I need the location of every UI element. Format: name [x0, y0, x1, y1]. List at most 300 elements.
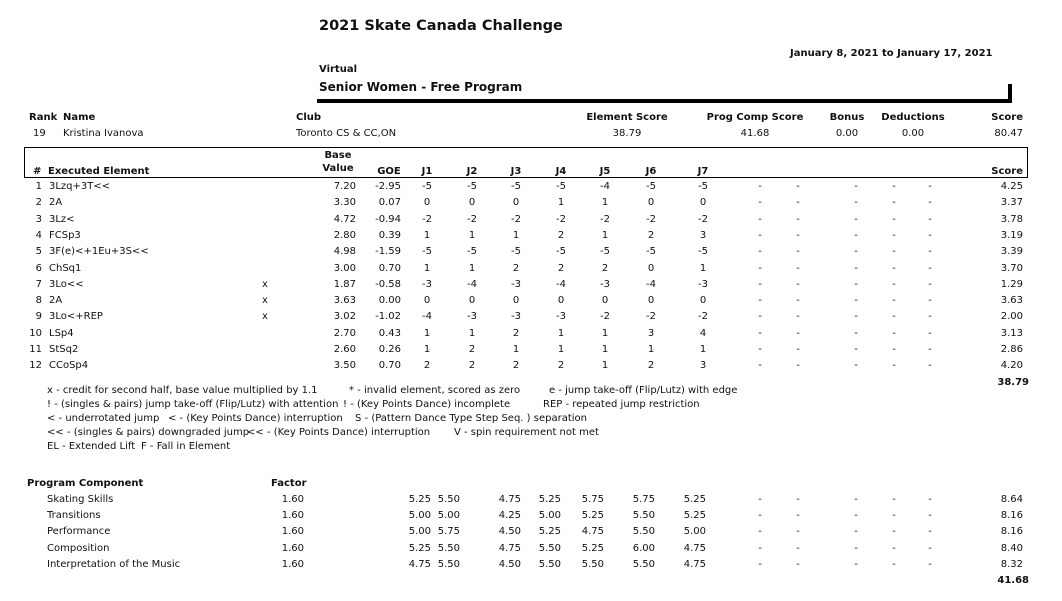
name-label: Name: [63, 112, 96, 123]
empty-judge-mark: -: [928, 197, 932, 209]
element-score: 3.78: [1000, 213, 1023, 225]
empty-judge-mark: -: [892, 197, 896, 209]
element-number: 2: [35, 197, 42, 209]
component-score: 8.64: [1000, 494, 1023, 505]
goe-value: 0.26: [378, 344, 401, 355]
component-score: 8.16: [1000, 526, 1023, 538]
judge-mark: 2: [512, 262, 520, 274]
element-code: 3F(e)<+1Eu+3S<<: [49, 246, 149, 258]
second-half-flag: x: [262, 311, 268, 323]
element-code: 2A: [49, 295, 63, 307]
judge-mark: 0: [601, 295, 609, 307]
element-score: 4.25: [1000, 181, 1023, 192]
judge-mark: -4: [646, 278, 656, 290]
event-title: 2021 Skate Canada Challenge: [319, 18, 563, 34]
empty-judge-mark: -: [928, 526, 932, 538]
base-value: 3.00: [333, 262, 356, 274]
judge-mark: 1: [512, 229, 520, 241]
judge-mark: -4: [600, 181, 610, 192]
component-judge-mark: 5.00: [408, 510, 431, 522]
empty-judge-mark: -: [758, 494, 762, 505]
judge-mark: -3: [511, 311, 521, 323]
empty-judge-mark: -: [758, 278, 762, 290]
empty-judge-mark: -: [892, 295, 896, 307]
base-value-header-1: Base: [324, 150, 352, 161]
judge-mark: 1: [601, 229, 609, 241]
base-value: 3.63: [333, 295, 356, 307]
judge-mark: -2: [422, 213, 432, 225]
component-factor: 1.60: [281, 542, 304, 554]
judge-mark: -5: [600, 246, 610, 258]
judge-mark: 0: [647, 295, 655, 307]
empty-judge-mark: -: [854, 494, 858, 505]
empty-judge-mark: -: [854, 246, 858, 258]
empty-judge-mark: -: [928, 327, 932, 339]
judge-header-2: J2: [466, 166, 478, 177]
program-component-header: Program Component: [27, 478, 144, 489]
empty-judge-mark: -: [796, 213, 800, 225]
judge-mark: -5: [646, 181, 656, 192]
goe-header: GOE: [377, 166, 401, 177]
component-factor: 1.60: [281, 494, 304, 505]
element-number: 1: [35, 181, 42, 192]
component-judge-mark: 5.25: [408, 494, 431, 505]
judge-mark: -2: [698, 213, 708, 225]
element-number: 10: [29, 327, 42, 339]
skater-club: Toronto CS & CC,ON: [296, 128, 397, 139]
base-value: 4.98: [333, 246, 356, 258]
legend-item: x - credit for second half, base value multiplied by 1.1: [47, 385, 318, 396]
judge-mark: 0: [512, 197, 520, 209]
judge-mark: 2: [557, 360, 565, 372]
component-judge-mark: 5.00: [538, 510, 561, 522]
component-judge-mark: 5.50: [632, 510, 655, 522]
judge-mark: -2: [600, 213, 610, 225]
legend-item: F - Fall in Element: [141, 441, 231, 452]
empty-judge-mark: -: [796, 311, 800, 323]
base-value: 4.72: [333, 213, 356, 225]
judge-mark: -4: [556, 278, 566, 290]
judge-mark: -2: [698, 311, 708, 323]
element-score: 2.00: [1000, 311, 1023, 323]
judge-mark: -2: [511, 213, 521, 225]
empty-judge-mark: -: [928, 262, 932, 274]
component-name: Interpretation of the Music: [47, 558, 181, 570]
empty-judge-mark: -: [796, 246, 800, 258]
component-factor: 1.60: [281, 510, 304, 522]
element-code: FCSp3: [49, 229, 81, 241]
judge-mark: 0: [699, 295, 707, 307]
judge-header-3: J3: [510, 166, 522, 177]
judge-mark: 2: [557, 262, 565, 274]
empty-judge-mark: -: [796, 344, 800, 355]
judge-mark: -2: [600, 311, 610, 323]
empty-judge-mark: -: [928, 360, 932, 372]
base-value: 3.02: [333, 311, 356, 323]
element-score-label: Element Score: [586, 112, 668, 123]
element-number: 8: [35, 295, 42, 307]
judge-mark: 1: [423, 327, 431, 339]
judge-mark: -5: [422, 181, 432, 192]
element-number: 3: [35, 213, 42, 225]
element-code: 3Lo<+REP: [49, 311, 103, 323]
component-judge-mark: 5.50: [437, 542, 460, 554]
element-code: 2A: [49, 197, 63, 209]
judge-mark: -5: [467, 181, 477, 192]
goe-value: 0.39: [378, 229, 401, 241]
judge-mark: 0: [512, 295, 520, 307]
component-judge-mark: 5.00: [683, 526, 706, 538]
component-judge-mark: 5.00: [408, 526, 431, 538]
legend-item: ! - (Key Points Dance) incomplete: [343, 399, 511, 410]
component-judge-mark: 5.25: [683, 510, 706, 522]
empty-judge-mark: -: [928, 246, 932, 258]
base-value: 3.50: [333, 360, 356, 372]
empty-judge-mark: -: [758, 246, 762, 258]
base-value: 2.70: [333, 327, 356, 339]
component-name: Composition: [47, 542, 110, 554]
element-number: 5: [35, 246, 42, 258]
element-score: 4.20: [1000, 360, 1023, 372]
component-judge-mark: 4.25: [498, 510, 521, 522]
judge-mark: 0: [647, 262, 655, 274]
component-judge-mark: 5.50: [581, 558, 604, 570]
second-half-flag: x: [262, 278, 268, 290]
judge-mark: -2: [556, 213, 566, 225]
component-score: 8.40: [1000, 542, 1023, 554]
element-code: ChSq1: [49, 262, 82, 274]
skater-rank: 19: [33, 128, 46, 139]
judge-mark: 0: [699, 197, 707, 209]
judge-mark: 4: [699, 327, 707, 339]
goe-value: -1.02: [375, 311, 401, 323]
empty-judge-mark: -: [892, 229, 896, 241]
legend-item: < - (Key Points Dance) interruption: [168, 413, 343, 424]
component-judge-mark: 4.75: [683, 542, 706, 554]
empty-judge-mark: -: [796, 526, 800, 538]
base-value: 1.87: [333, 278, 356, 290]
goe-value: 0.70: [378, 262, 401, 274]
judge-mark: 2: [512, 360, 520, 372]
empty-judge-mark: -: [758, 197, 762, 209]
judge-mark: 2: [512, 327, 520, 339]
empty-judge-mark: -: [796, 510, 800, 522]
judge-mark: 3: [699, 360, 707, 372]
empty-judge-mark: -: [892, 278, 896, 290]
component-judge-mark: 5.00: [437, 510, 460, 522]
empty-judge-mark: -: [758, 526, 762, 538]
empty-judge-mark: -: [758, 295, 762, 307]
legend-item: < - underrotated jump: [47, 413, 160, 424]
element-number: 4: [35, 229, 42, 241]
judge-mark: 0: [647, 197, 655, 209]
judge-mark: -5: [467, 246, 477, 258]
judge-mark: 0: [557, 295, 565, 307]
skater-deductions: 0.00: [901, 128, 925, 139]
base-value: 2.60: [333, 344, 356, 355]
empty-judge-mark: -: [796, 295, 800, 307]
skater-pcs: 41.68: [740, 128, 770, 139]
component-judge-mark: 5.50: [632, 526, 655, 538]
component-judge-mark: 5.25: [581, 510, 604, 522]
empty-judge-mark: -: [758, 510, 762, 522]
judge-mark: 1: [423, 344, 431, 355]
goe-value: -1.59: [375, 246, 401, 258]
judge-mark: -5: [646, 246, 656, 258]
element-score: 3.70: [1000, 262, 1023, 274]
empty-judge-mark: -: [796, 542, 800, 554]
second-half-flag: x: [262, 295, 268, 307]
judge-mark: 1: [601, 344, 609, 355]
judge-mark: 1: [423, 262, 431, 274]
legend-item: << - (Key Points Dance) interruption: [247, 427, 431, 438]
judge-mark: -5: [422, 246, 432, 258]
empty-judge-mark: -: [758, 181, 762, 192]
judge-header-4: J4: [555, 166, 567, 177]
skater-element-score: 38.79: [612, 128, 642, 139]
skater-bonus: 0.00: [835, 128, 859, 139]
empty-judge-mark: -: [892, 311, 896, 323]
empty-judge-mark: -: [796, 360, 800, 372]
empty-judge-mark: -: [928, 278, 932, 290]
component-judge-mark: 5.25: [581, 542, 604, 554]
pcs-label: Prog Comp Score: [706, 112, 804, 123]
element-score: 1.29: [1000, 278, 1023, 290]
goe-value: 0.43: [378, 327, 401, 339]
judge-mark: 1: [557, 344, 565, 355]
empty-judge-mark: -: [892, 344, 896, 355]
empty-judge-mark: -: [892, 558, 896, 570]
judge-mark: 1: [512, 344, 520, 355]
judge-mark: 1: [647, 344, 655, 355]
empty-judge-mark: -: [892, 360, 896, 372]
score-label: Score: [991, 112, 1023, 123]
element-code: CCoSp4: [49, 360, 89, 372]
component-judge-mark: 5.75: [581, 494, 604, 505]
component-judge-mark: 4.75: [683, 558, 706, 570]
empty-judge-mark: -: [854, 360, 858, 372]
table-left-border: [24, 147, 25, 178]
empty-judge-mark: -: [892, 542, 896, 554]
empty-judge-mark: -: [796, 262, 800, 274]
component-judge-mark: 5.50: [538, 558, 561, 570]
component-judge-mark: 5.25: [538, 526, 561, 538]
judge-mark: 2: [647, 229, 655, 241]
element-score: 3.13: [1000, 327, 1023, 339]
component-score: 8.16: [1000, 510, 1023, 522]
empty-judge-mark: -: [854, 542, 858, 554]
skater-name: Kristina Ivanova: [63, 128, 144, 139]
component-score: 8.32: [1000, 558, 1023, 570]
empty-judge-mark: -: [796, 278, 800, 290]
goe-value: 0.07: [378, 197, 401, 209]
empty-judge-mark: -: [928, 229, 932, 241]
element-number: 9: [35, 311, 42, 323]
element-score-header: Score: [991, 166, 1023, 177]
segment-title: Senior Women - Free Program: [319, 80, 523, 94]
judge-mark: 2: [557, 229, 565, 241]
judge-mark: -3: [422, 278, 432, 290]
judge-mark: -5: [511, 246, 521, 258]
judge-mark: 0: [423, 295, 431, 307]
judge-mark: -5: [698, 246, 708, 258]
component-name: Transitions: [47, 510, 101, 522]
empty-judge-mark: -: [796, 558, 800, 570]
empty-judge-mark: -: [758, 344, 762, 355]
judge-mark: -3: [511, 278, 521, 290]
base-value-header-2: Value: [322, 163, 354, 174]
empty-judge-mark: -: [758, 327, 762, 339]
rank-label: Rank: [29, 112, 58, 123]
component-judge-mark: 4.75: [408, 558, 431, 570]
element-number: 12: [29, 360, 42, 372]
component-judge-mark: 5.50: [437, 558, 460, 570]
component-factor: 1.60: [281, 526, 304, 538]
goe-value: -2.95: [375, 181, 401, 192]
judge-header-6: J6: [645, 166, 657, 177]
judge-mark: 2: [601, 262, 609, 274]
element-score: 3.39: [1000, 246, 1023, 258]
empty-judge-mark: -: [854, 344, 858, 355]
element-score: 3.63: [1000, 295, 1023, 307]
empty-judge-mark: -: [928, 510, 932, 522]
judge-mark: -3: [556, 311, 566, 323]
element-name-header: Executed Element: [48, 166, 150, 177]
judge-mark: -4: [467, 278, 477, 290]
component-name: Performance: [47, 526, 111, 538]
empty-judge-mark: -: [854, 526, 858, 538]
judge-mark: -3: [698, 278, 708, 290]
empty-judge-mark: -: [854, 327, 858, 339]
component-judge-mark: 4.50: [498, 558, 521, 570]
factor-header: Factor: [271, 478, 307, 489]
element-code: StSq2: [49, 344, 79, 355]
base-value: 7.20: [333, 181, 356, 192]
component-judge-mark: 4.75: [498, 494, 521, 505]
goe-value: 0.00: [378, 295, 401, 307]
component-judge-mark: 5.75: [437, 526, 460, 538]
component-name: Skating Skills: [47, 494, 114, 505]
table-right-border: [1027, 147, 1028, 178]
judge-mark: 0: [423, 197, 431, 209]
empty-judge-mark: -: [796, 327, 800, 339]
empty-judge-mark: -: [854, 229, 858, 241]
judge-mark: 1: [557, 197, 565, 209]
empty-judge-mark: -: [796, 181, 800, 192]
element-number: 11: [29, 344, 42, 355]
deductions-label: Deductions: [881, 112, 945, 123]
element-score: 2.86: [1000, 344, 1023, 355]
empty-judge-mark: -: [928, 213, 932, 225]
empty-judge-mark: -: [892, 526, 896, 538]
empty-judge-mark: -: [928, 295, 932, 307]
element-code: 3Lo<<: [49, 278, 84, 290]
judge-mark: 2: [647, 360, 655, 372]
judge-header-1: J1: [421, 166, 433, 177]
judge-mark: 0: [468, 197, 476, 209]
goe-value: -0.58: [375, 278, 401, 290]
element-score: 3.37: [1000, 197, 1023, 209]
empty-judge-mark: -: [758, 229, 762, 241]
component-judge-mark: 5.50: [632, 558, 655, 570]
legend-item: V - spin requirement not met: [454, 427, 599, 438]
empty-judge-mark: -: [854, 197, 858, 209]
empty-judge-mark: -: [928, 558, 932, 570]
empty-judge-mark: -: [928, 542, 932, 554]
empty-judge-mark: -: [758, 558, 762, 570]
judge-mark: -3: [600, 278, 610, 290]
element-code: LSp4: [49, 327, 74, 339]
component-judge-mark: 5.25: [408, 542, 431, 554]
empty-judge-mark: -: [854, 558, 858, 570]
element-num-header: #: [33, 166, 42, 177]
judge-mark: 3: [699, 229, 707, 241]
empty-judge-mark: -: [758, 262, 762, 274]
judge-mark: 2: [468, 360, 476, 372]
elements-total: 38.79: [997, 377, 1029, 388]
empty-judge-mark: -: [892, 494, 896, 505]
empty-judge-mark: -: [758, 311, 762, 323]
judge-mark: 1: [601, 197, 609, 209]
judge-mark: -2: [646, 311, 656, 323]
judge-mark: 2: [468, 344, 476, 355]
judge-mark: 1: [601, 360, 609, 372]
judge-mark: -2: [467, 213, 477, 225]
judge-mark: 1: [468, 229, 476, 241]
empty-judge-mark: -: [854, 278, 858, 290]
empty-judge-mark: -: [854, 262, 858, 274]
component-judge-mark: 5.75: [632, 494, 655, 505]
empty-judge-mark: -: [928, 311, 932, 323]
component-factor: 1.60: [281, 558, 304, 570]
skater-total-score: 80.47: [994, 128, 1023, 139]
event-dates: January 8, 2021 to January 17, 2021: [790, 48, 993, 59]
legend-item: << - (singles & pairs) downgraded jump: [47, 427, 250, 438]
judge-mark: 1: [699, 344, 707, 355]
judge-header-5: J5: [599, 166, 611, 177]
component-judge-mark: 5.50: [538, 542, 561, 554]
empty-judge-mark: -: [892, 262, 896, 274]
segment-underline: [317, 99, 1012, 103]
club-label: Club: [296, 112, 322, 123]
empty-judge-mark: -: [758, 542, 762, 554]
element-number: 6: [35, 262, 42, 274]
judge-mark: -3: [467, 311, 477, 323]
event-venue: Virtual: [319, 64, 357, 75]
judge-mark: 1: [423, 229, 431, 241]
base-value: 3.30: [333, 197, 356, 209]
judge-mark: 1: [557, 327, 565, 339]
empty-judge-mark: -: [892, 327, 896, 339]
goe-value: -0.94: [375, 213, 401, 225]
legend-item: e - jump take-off (Flip/Lutz) with edge: [549, 385, 738, 396]
judge-header-7: J7: [697, 166, 709, 177]
empty-judge-mark: -: [892, 181, 896, 192]
empty-judge-mark: -: [928, 494, 932, 505]
component-judge-mark: 5.25: [683, 494, 706, 505]
judge-mark: -5: [556, 181, 566, 192]
judge-mark: -4: [422, 311, 432, 323]
legend-item: EL - Extended Lift: [47, 441, 136, 452]
segment-corner: [1008, 84, 1012, 103]
component-judge-mark: 5.25: [538, 494, 561, 505]
judge-mark: -5: [698, 181, 708, 192]
judge-mark: 3: [647, 327, 655, 339]
empty-judge-mark: -: [854, 213, 858, 225]
judge-mark: -5: [556, 246, 566, 258]
judge-mark: 1: [699, 262, 707, 274]
pc-total: 41.68: [997, 575, 1029, 586]
